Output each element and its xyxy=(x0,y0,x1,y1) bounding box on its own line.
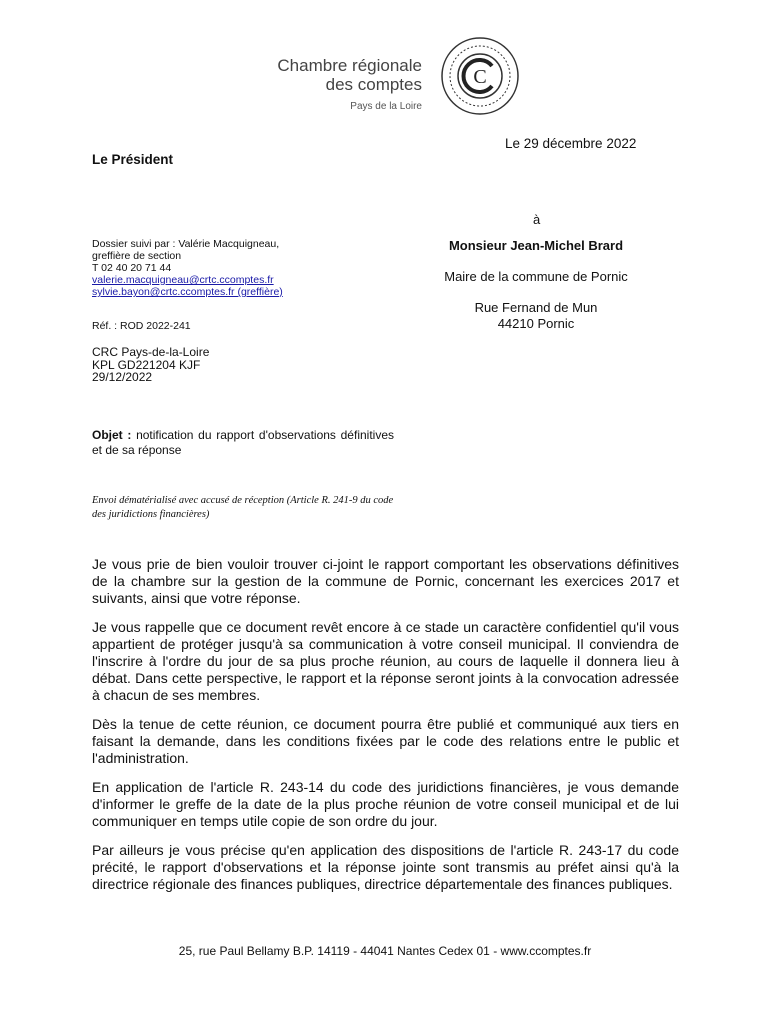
subject-text: notification du rapport d'observations définitives et de sa réponse xyxy=(92,428,394,457)
subject-label: Objet : xyxy=(92,428,132,442)
recipient-a: à xyxy=(533,212,541,227)
subject xyxy=(92,428,394,458)
org-name-block xyxy=(277,56,422,114)
org-region: Pays de la Loire xyxy=(350,101,422,112)
reference: Réf. : ROD 2022-241 xyxy=(92,320,191,332)
crc-line2: KPL GD221204 KJF xyxy=(92,357,201,372)
sender-title: Le Président xyxy=(92,152,174,167)
email-link-2[interactable]: sylvie.bayon@crtc.ccomptes.fr (greffière) xyxy=(92,286,283,298)
crc-block xyxy=(92,346,209,384)
crc-line3: 29/12/2022 xyxy=(92,370,153,384)
recipient-street: Rue Fernand de Mun xyxy=(474,300,598,315)
dossier-line1: Dossier suivi par : Valérie Macquigneau, xyxy=(92,238,280,250)
body-paragraph: Dès la tenue de cette réunion, ce document pourra être publié et communiqué aux tiers en faisant la demande, dans les conditions fixées par le code des relations entre le public et l'administration. xyxy=(92,716,679,766)
dossier-line2: greffière de section xyxy=(92,250,182,262)
org-name-line1: Chambre régionale xyxy=(277,56,422,75)
letter-body xyxy=(92,556,679,905)
letter-date: Le 29 décembre 2022 xyxy=(505,136,637,151)
body-paragraph: Je vous prie de bien vouloir trouver ci-joint le rapport comportant les observations définitives de la chambre sur la gestion de la commune de Pornic, concernant les exercices 2017 et suivants, ainsi que votre réponse. xyxy=(92,556,679,606)
body-paragraph: En application de l'article R. 243-14 du code des juridictions financières, je vous demande d'informer le greffe de la date de la plus proche réunion de votre conseil municipal et de lui communiquer en temps utile copie de son ordre du jour. xyxy=(92,779,679,829)
email-link-1[interactable]: valerie.macquigneau@crtc.ccomptes.fr xyxy=(92,274,274,286)
org-name-line2: des comptes xyxy=(325,75,422,94)
ccomptes-seal-logo xyxy=(440,36,520,116)
recipient-city: 44210 Pornic xyxy=(497,316,575,331)
recipient-block xyxy=(420,238,652,332)
svg-text:C: C xyxy=(473,66,487,88)
crc-line1: CRC Pays-de-la-Loire xyxy=(92,345,210,359)
footer-address: 25, rue Paul Bellamy B.P. 14119 - 44041 Nantes Cedex 01 - www.ccomptes.fr xyxy=(178,944,592,958)
recipient-role: Maire de la commune de Pornic xyxy=(444,269,628,284)
recipient-name: Monsieur Jean-Michel Brard xyxy=(448,238,624,253)
body-paragraph: Je vous rappelle que ce document revêt encore à ce stade un caractère confidentiel qu'il vous appartient de protéger jusqu'à sa communication à votre conseil municipal. Il conviendra de l'inscrire à l'ordre du jour de sa plus proche réunion, au cours de laquelle il donnera lieu à débat. Dans cette perspective, le rapport et la réponse seront joints à la convocation adressée à chacun de ses membres. xyxy=(92,619,679,703)
delivery-note: Envoi dématérialisé avec accusé de réception (Article R. 241-9 du code des juridictions financières) xyxy=(92,495,394,520)
body-paragraph: Par ailleurs je vous précise qu'en application des dispositions de l'article R. 243-17 du code précité, le rapport d'observations et la réponse jointe sont transmis au préfet ainsi qu'à la directrice régionale des finances publiques, directrice départementale des finances publiques. xyxy=(92,842,679,892)
dossier-phone: T 02 40 20 71 44 xyxy=(92,262,172,274)
dossier-block xyxy=(92,238,342,298)
